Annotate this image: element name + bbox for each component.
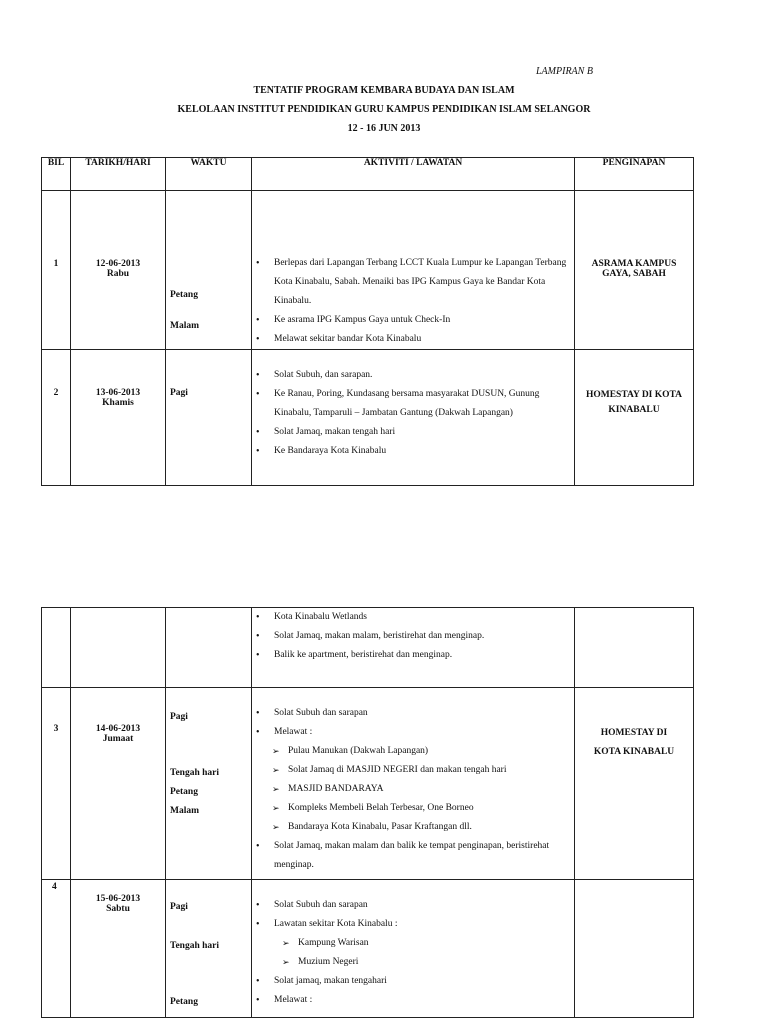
activity-item: • Solat Jamaq, makan malam, beristirehat dan menginap. xyxy=(252,627,574,646)
activity-item: • Melawat sekitar bandar Kota Kinabalu xyxy=(252,330,574,349)
row-date xyxy=(71,880,166,1018)
row-activities xyxy=(252,608,575,688)
table-row xyxy=(42,688,694,880)
col-header-bil: BIL xyxy=(42,158,71,191)
row-number: 3 xyxy=(42,688,71,880)
row-waktu xyxy=(166,608,252,688)
table-header-row xyxy=(42,158,694,191)
activity-item: • Solat jamaq, makan tengahari xyxy=(252,972,574,991)
activity-subitem: ➢ Kompleks Membeli Belah Terbesar, One Borneo xyxy=(252,799,574,818)
row-accommodation xyxy=(575,688,694,880)
waktu-text: Petang xyxy=(170,997,198,1007)
waktu-text: Tengah hari xyxy=(170,941,220,951)
row-activities xyxy=(252,191,575,350)
row-date xyxy=(71,688,166,880)
schedule-table-page-1 xyxy=(41,157,694,486)
activity-item: • Lawatan sekitar Kota Kinabalu : xyxy=(252,915,574,934)
waktu-text: Malam xyxy=(170,806,200,816)
row-activities xyxy=(252,688,575,880)
activity-item: • Balik ke apartment, beristirehat dan menginap. xyxy=(252,646,574,665)
activity-subitem: ➢ Solat Jamaq di MASJID NEGERI dan makan tengah hari xyxy=(252,761,574,780)
activity-item: • Ke asrama IPG Kampus Gaya untuk Check-In xyxy=(252,311,574,330)
accommodation-line: HOMESTAY DI xyxy=(600,728,668,738)
activity-item: • Melawat : xyxy=(252,723,574,742)
day-text: Rabu xyxy=(106,269,130,279)
activity-item: • Solat Subuh, dan sarapan. xyxy=(252,366,574,385)
date-text: 15-06-2013 xyxy=(95,894,141,904)
col-header-waktu: WAKTU xyxy=(166,158,252,191)
table-row xyxy=(42,191,694,350)
row-waktu xyxy=(166,688,252,880)
row-number: 2 xyxy=(42,350,71,486)
row-number xyxy=(42,608,71,688)
activity-subitem: ➢ Bandaraya Kota Kinabalu, Pasar Kraftangan dll. xyxy=(252,818,574,837)
row-activities xyxy=(252,350,575,486)
schedule-table-page-2 xyxy=(41,607,694,1018)
row-waktu xyxy=(166,191,252,350)
day-text: Sabtu xyxy=(106,904,130,914)
row-activities xyxy=(252,880,575,1018)
activity-item: • Solat Subuh dan sarapan xyxy=(252,704,574,723)
col-header-tarikh: TARIKH/HARI xyxy=(71,158,166,191)
activity-subitem: ➢ Pulau Manukan (Dakwah Lapangan) xyxy=(252,742,574,761)
row-accommodation xyxy=(575,608,694,688)
activity-item: • Solat Jamaq, makan malam dan balik ke tempat penginapan, beristirehat menginap. xyxy=(252,837,574,875)
day-text: Jumaat xyxy=(102,734,134,744)
activity-item: • Solat Subuh dan sarapan xyxy=(252,896,574,915)
table-row xyxy=(42,880,694,1018)
waktu-text: Tengah hari xyxy=(170,768,220,778)
activity-item: • Melawat : xyxy=(252,991,574,1010)
activity-subitem: ➢ Kampung Warisan xyxy=(252,934,574,953)
annex-label: LAMPIRAN B xyxy=(536,66,593,77)
waktu-text: Pagi xyxy=(166,350,252,486)
date-text: 12-06-2013 xyxy=(95,259,141,269)
day-text: Khamis xyxy=(102,398,134,408)
document-subtitle: KELOLAAN INSTITUT PENDIDIKAN GURU KAMPUS PENDIDIKAN ISLAM SELANGOR xyxy=(177,104,591,115)
row-accommodation: HOMESTAY DI KOTA KINABALU xyxy=(575,350,694,486)
activity-subitem: ➢ MASJID BANDARAYA xyxy=(252,780,574,799)
waktu-text: Pagi xyxy=(170,902,188,912)
col-header-aktiviti: AKTIVITI / LAWATAN xyxy=(252,158,575,191)
table-row xyxy=(42,350,694,486)
document-title: TENTATIF PROGRAM KEMBARA BUDAYA DAN ISLAM xyxy=(253,85,515,96)
date-text: 13-06-2013 xyxy=(95,388,141,398)
document-date-range: 12 - 16 JUN 2013 xyxy=(347,123,421,134)
table-row xyxy=(42,608,694,688)
accommodation-line: KOTA KINABALU xyxy=(593,747,675,757)
activity-item: • Kota Kinabalu Wetlands xyxy=(252,608,574,627)
activity-item: • Berlepas dari Lapangan Terbang LCCT Kuala Lumpur ke Lapangan Terbang Kota Kinabalu, Sabah. Menaiki bas IPG Kampus Gaya ke Bandar Kota Kinabalu. xyxy=(252,254,574,311)
row-date xyxy=(71,608,166,688)
date-text: 14-06-2013 xyxy=(95,724,141,734)
activity-subitem: ➢ Muzium Negeri xyxy=(252,953,574,972)
waktu-text: Petang xyxy=(170,290,198,300)
row-number: 1 xyxy=(42,191,71,350)
row-accommodation xyxy=(575,880,694,1018)
waktu-text: Pagi xyxy=(170,712,188,722)
activity-item: • Solat Jamaq, makan tengah hari xyxy=(252,423,574,442)
row-waktu xyxy=(166,880,252,1018)
row-date xyxy=(71,191,166,350)
row-accommodation: ASRAMA KAMPUS GAYA, SABAH xyxy=(575,191,694,350)
row-number: 4 xyxy=(42,880,71,1018)
waktu-text: Malam xyxy=(170,321,200,331)
row-date xyxy=(71,350,166,486)
activity-item: • Ke Ranau, Poring, Kundasang bersama masyarakat DUSUN, Gunung Kinabalu, Tamparuli – Jambatan Gantung (Dakwah Lapangan) xyxy=(252,385,574,423)
waktu-text: Petang xyxy=(170,787,198,797)
activity-item: • Ke Bandaraya Kota Kinabalu xyxy=(252,442,574,461)
col-header-penginapan: PENGINAPAN xyxy=(575,158,694,191)
